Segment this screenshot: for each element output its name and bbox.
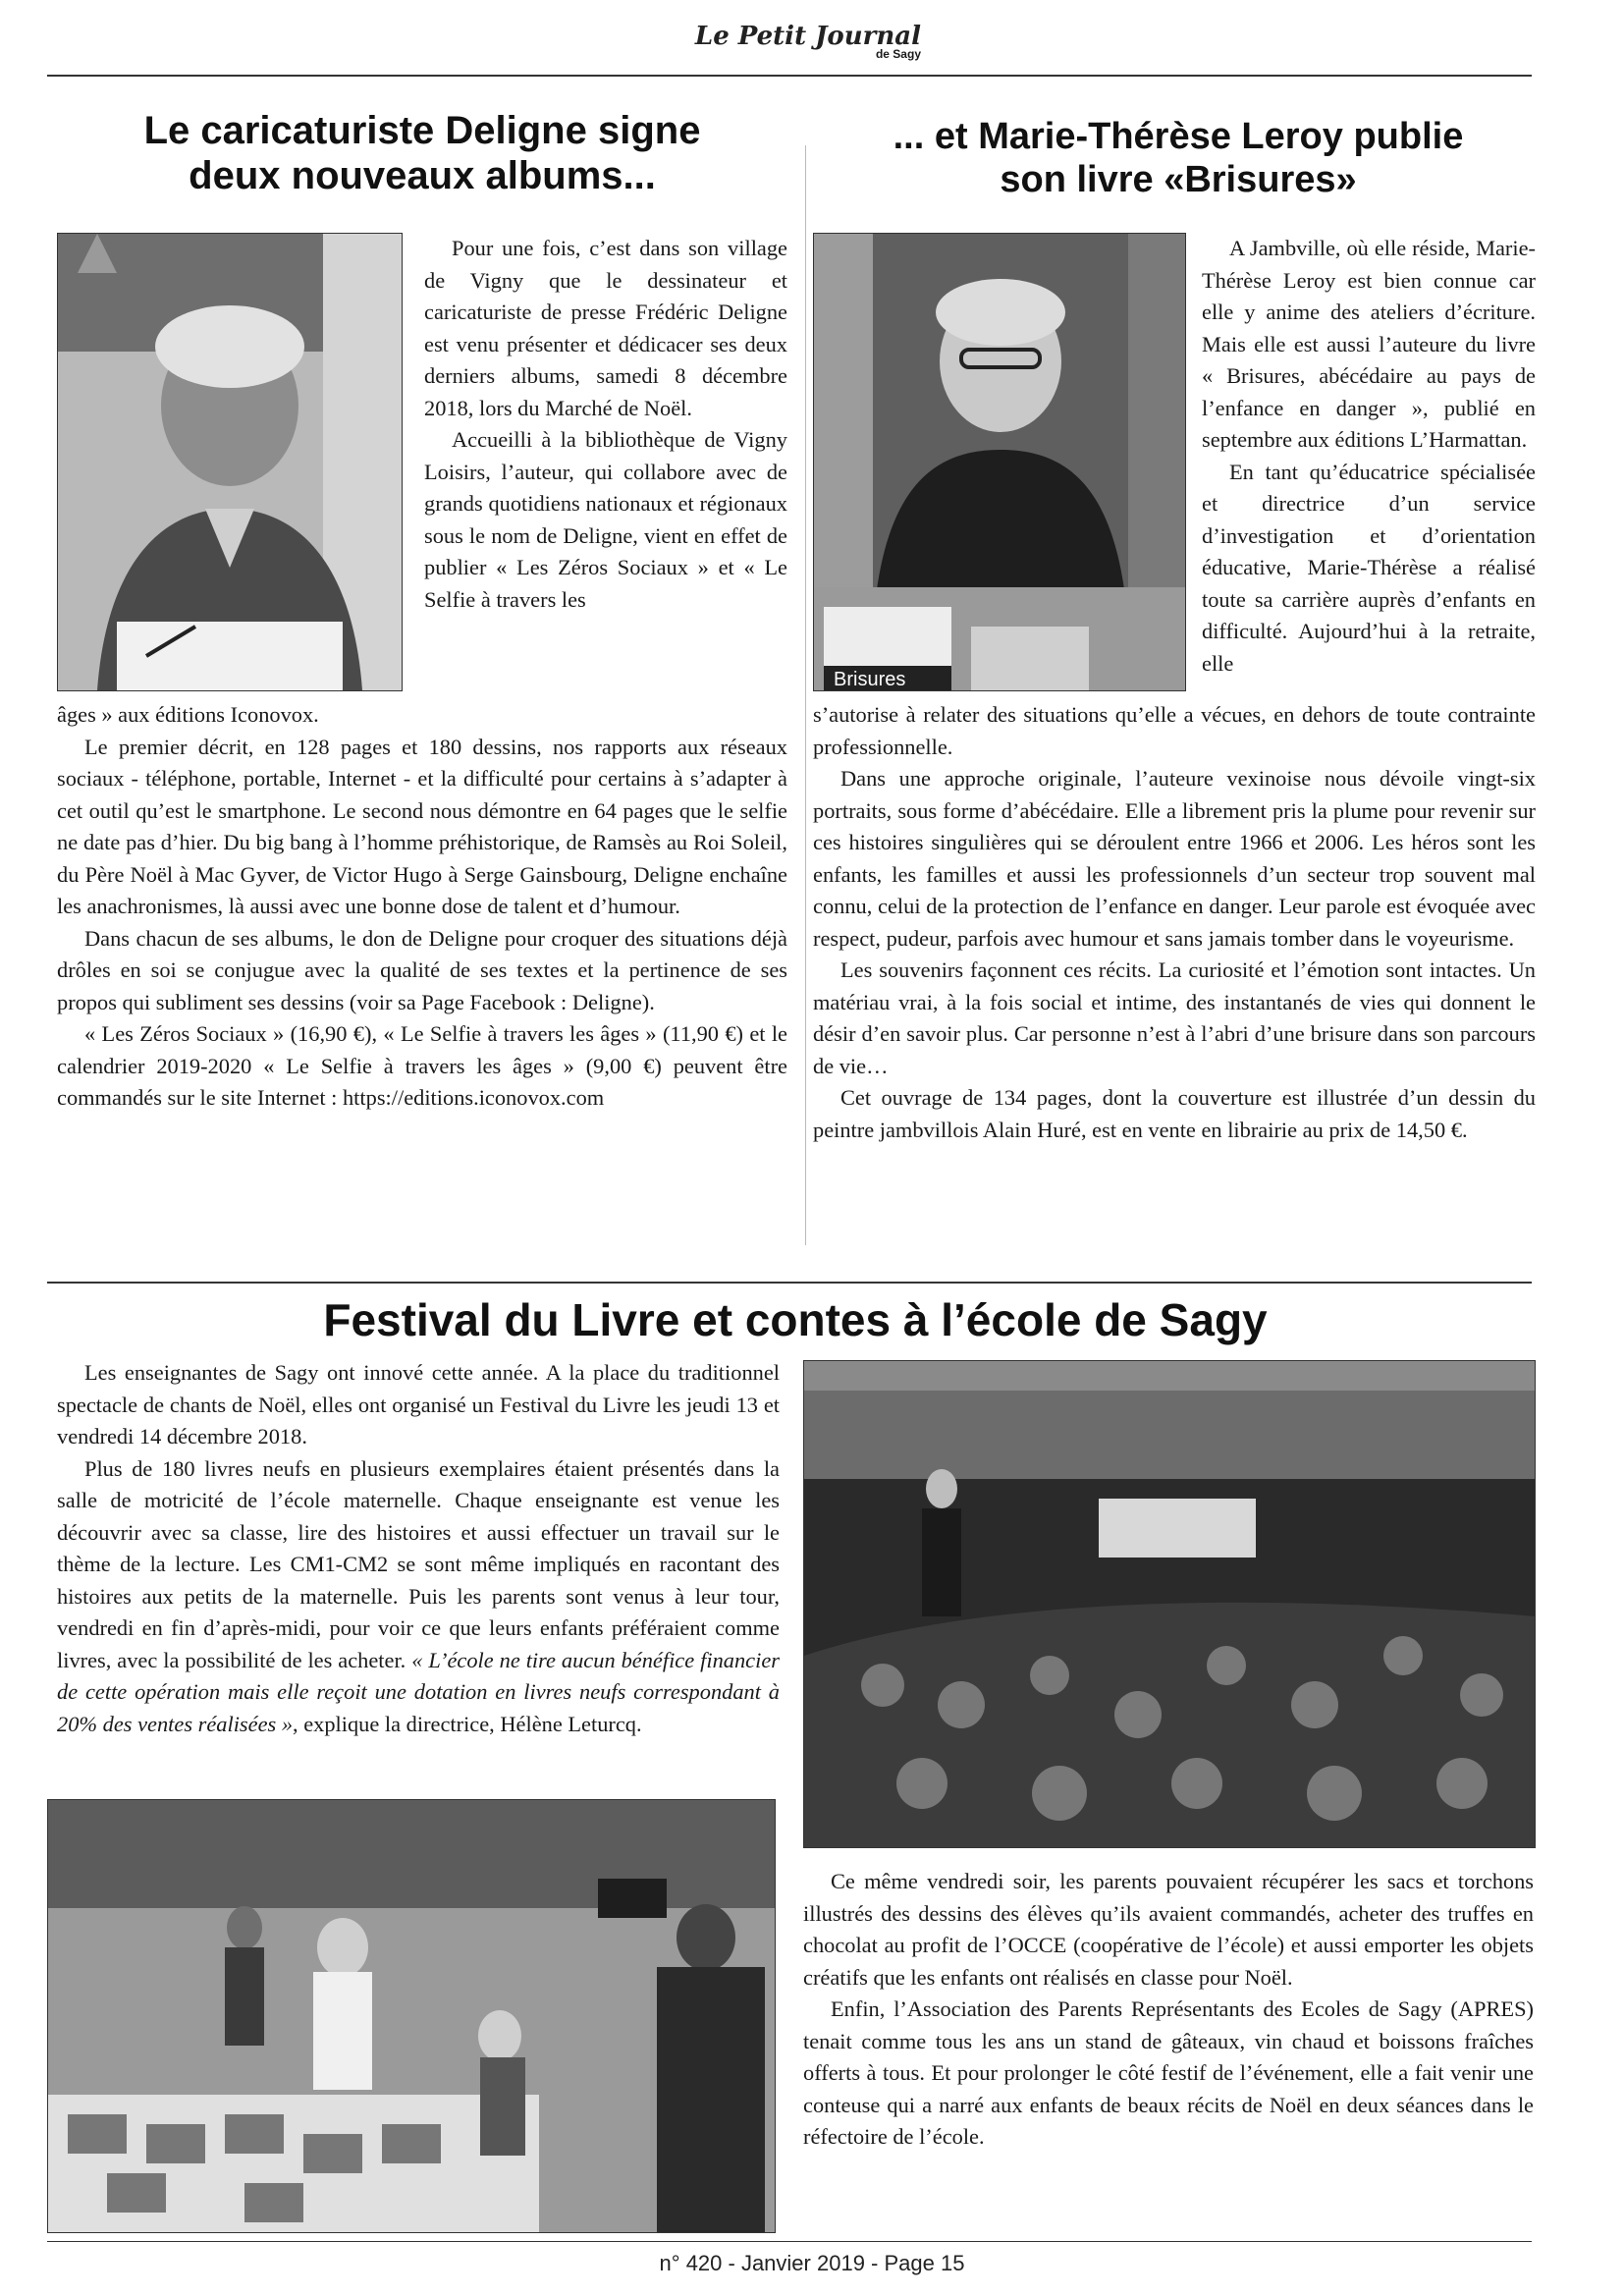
paragraph: âges » aux éditions Iconovox. [57,702,319,727]
masthead-title: Le Petit Journal [694,22,921,51]
paragraph: Dans chacun de ses albums, le don de Deligne pour croquer des situations déjà drôles en soi se conjugue avec la qualité de ses textes et la pertinence de ses propos qui subliment ses dessins (voir sa Page Facebook : Deligne). [57,925,787,1014]
paragraph: En tant qu’éducatrice spécialisée et directrice d’un service d’investigation et d’orientation éducative, Marie-Thérèse a réalisé toute sa carrière auprès d’enfants en difficulté. Aujourd’hui à la retraite, elle [1202,459,1536,676]
headline-festival: Festival du Livre et contes à l’école de Sagy [323,1294,1268,1345]
headline-line: deux nouveaux albums... [189,154,656,197]
leroy-text-top [1202,233,1536,680]
masthead [695,22,921,61]
paragraph-end: , explique la directrice, Hélène Leturcq. [293,1711,642,1736]
paragraph: A Jambville, où elle réside, Marie-Thérèse Leroy est bien connue car elle y anime des ateliers d’écriture. Mais elle est aussi l’auteure du livre « Brisures, abécédaire au pays de l’enfance en danger », publié en septembre aux éditions L’Harmattan. [1202,236,1536,452]
paragraph: s’autorise à relater des situations qu’elle a vécues, en dehors de toute contrainte professionnelle. [813,702,1536,759]
paragraph: Accueilli à la bibliothèque de Vigny Loisirs, l’auteur, qui collabore avec de grands quotidiens nationaux et régionaux sous le nom de Deligne, vient en effet de publier « Les Zéros Sociaux » et « Le Selfie à travers les [424,427,787,612]
paragraph: Les enseignantes de Sagy ont innové cette année. A la place du traditionnel spectacle de chants de Noël, elles ont organisé un Festival du Livre les jeudi 13 et vendredi 14 décembre 2018. [57,1360,780,1449]
headline-deligne [59,108,785,198]
photo-book-label: Brisures [834,669,906,690]
paragraph: Les souvenirs façonnent ces récits. La curiosité et l’émotion sont intactes. Un matériau vrai, à la fois social et intime, des instantanés de vies qui donnent le désir d’en savoir plus. Car personne n’est à l’abri d’une brisure dans son parcours de vie… [813,957,1536,1078]
paragraph: Cet ouvrage de 134 pages, dont la couverture est illustrée d’un dessin du peintre jambvillois Alain Huré, est en vente en librairie au prix de 14,50 €. [813,1085,1536,1142]
paragraph: Le premier décrit, en 128 pages et 180 dessins, nos rapports aux réseaux sociaux - téléphone, portable, Internet - et la difficulté pour certains à s’adapter à cet outil qu’est le smartphone. Le second nous démontre en 64 pages que le selfie ne date pas d’hier. Du big bang à l’homme préhistorique, de Ramsès au Roi Soleil, du Père Noël à Mac Gyver, de Victor Hugo à Serge Gainsbourg, Deligne enchaîne les anachronismes, là aussi avec une bonne dose de talent et d’humour. [57,734,787,918]
masthead-subtitle: de Sagy [875,47,921,61]
paragraph: Ce même vendredi soir, les parents pouvaient récupérer les sacs et torchons illustrés des dessins des élèves qu’ils avaient commandés, acheter des truffes en chocolat au profit de l’OCCE (coopérative de l’école) et aussi emporter les objets créatifs que les enfants ont réalisés en classe pour Noël. [803,1869,1534,1990]
headline-line: ... et Marie-Thérèse Leroy publie [893,116,1464,157]
headline-line: son livre «Brisures» [1000,158,1357,200]
photo-leroy [813,233,1186,691]
photo-book-fair [47,1799,776,2233]
section-rule [47,1282,1532,1284]
deligne-text-bottom [57,699,787,1115]
paragraph: Plus de 180 livres neufs en plusieurs exemplaires étaient présentés dans la salle de motricité de l’école maternelle. Chaque enseignante est venue les découvrir avec sa classe, lire des histoires et aussi effectuer un travail sur le thème de la lecture. Les CM1-CM2 se sont même impliqués en racontant des histoires aux petits de la maternelle. Puis les parents sont venus à leur tour, vendredi en fin d’après-midi, pour voir ce que leurs enfants préféraient comme livres, avec la possibilité de les acheter. [57,1455,780,1672]
paragraph: Pour une fois, c’est dans son village de Vigny que le dessinateur et caricaturiste de presse Frédéric Deligne est venu présenter et dédicacer ses deux derniers albums, samedi 8 décembre 2018, lors du Marché de Noël. [424,236,787,420]
paragraph: « Les Zéros Sociaux » (16,90 €), « Le Selfie à travers les âges » (11,90 €) et le calendrier 2019-2020 « Le Selfie à travers les âges » (9,00 €) peuvent être commandés sur le site Internet : https://editions.iconovox.com [57,1021,787,1110]
photo-storytelling [803,1360,1536,1848]
headline-leroy [825,116,1532,201]
festival-text-left [57,1357,780,1740]
paragraph: Dans une approche originale, l’auteure vexinoise nous dévoile vingt-six portraits, sous forme d’abécédaire. Elle a librement pris la plume pour revenir sur ces histoires singulières qui se déroulent entre 1966 et 2006. Les héros sont les enfants, les familles et aussi les professionnels d’un secteur trop souvent mal connu, celui de la protection de l’enfance en danger. Leur parole est évoquée avec respect, pudeur, parfois avec humour et sans jamais tomber dans le voyeurisme. [813,766,1536,951]
top-rule [47,75,1532,77]
headline-line: Le caricaturiste Deligne signe [143,109,701,152]
photo-deligne [57,233,403,691]
column-divider [805,145,806,1245]
page-footer: n° 420 - Janvier 2019 - Page 15 [659,2251,965,2275]
festival-text-right [803,1866,1534,2154]
bottom-rule [47,2241,1532,2242]
deligne-text-top [424,233,787,616]
paragraph: Enfin, l’Association des Parents Représentants des Ecoles de Sagy (APRES) tenait comme tous les ans un stand de gâteaux, vin chaud et boissons fraîches offerts à tous. Et pour prolonger le côté festif de l’événement, elle a fait venir une conteuse qui a narré aux enfants de beaux récits de Noël en deux séances dans le réfectoire de l’école. [803,1996,1534,2149]
quote: « L’école ne tire aucun bénéfice financier de cette opération mais elle reçoit une dotation en livres neufs correspondant à 20% des ventes réalisées » [57,1647,780,1736]
leroy-text-bottom [813,699,1536,1146]
